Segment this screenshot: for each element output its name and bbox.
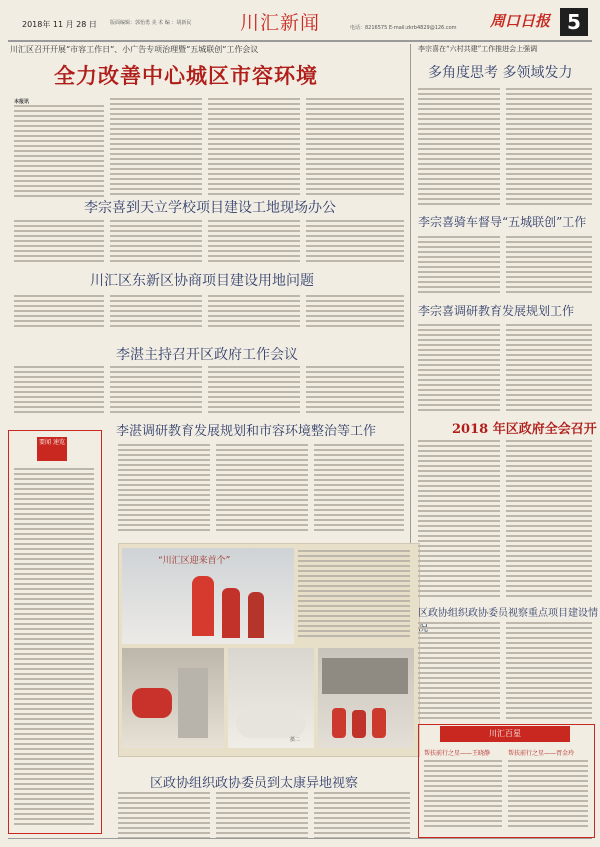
photo-story-text [298, 550, 410, 640]
news-digest-text [14, 468, 94, 828]
storefront-photo [318, 648, 414, 748]
article-text [110, 295, 202, 330]
article-text [506, 324, 592, 414]
article-text [14, 295, 104, 330]
star-text [424, 760, 502, 830]
article-text [418, 440, 500, 600]
photo-caption: “川汇区迎来首个” [158, 556, 231, 566]
star-text [508, 760, 588, 830]
right-headline-3: 李宗喜调研教育发展规划工作 [418, 304, 575, 318]
article-text [110, 98, 202, 198]
article-text [306, 220, 404, 265]
right-headline-5: 区政协组织政协委员视察重点项目建设情 [418, 608, 598, 619]
article-text [506, 88, 592, 208]
headline-5: 李湛调研教育发展规划和市容环境整治等工作 [116, 424, 377, 439]
right-headline-2: 李宗喜骑车督导“五城联创”工作 [418, 215, 587, 229]
main-headline: 全力改善中心城区市容环境 [54, 63, 318, 88]
article-text [314, 792, 410, 842]
article-text [418, 236, 500, 296]
article-text [14, 105, 104, 200]
article-text [118, 444, 210, 534]
headline-4: 李湛主持召开区政府工作会议 [116, 347, 298, 363]
header-rule [8, 40, 592, 42]
right-headline-4: 2018 年区政府全会召开 [452, 422, 597, 437]
cleanup-photo [122, 648, 224, 748]
article-text [306, 366, 404, 416]
page-number: 5 [560, 8, 588, 36]
article-text [418, 324, 500, 414]
right-headline-1: 多角度思考 多领域发力 [428, 65, 573, 81]
headline-3: 川汇区东新区协商项目建设用地问题 [90, 273, 314, 289]
footer-rule [8, 838, 592, 839]
article-text [314, 444, 404, 534]
article-text [418, 622, 500, 722]
news-digest-label: 要闻 速览 [37, 437, 67, 461]
headline-2: 李宗喜到天立学校项目建设工地现场办公 [84, 200, 336, 216]
article-text [306, 98, 404, 198]
section-title: 川汇新闻 [240, 12, 321, 34]
photo-credit: 摄二 [290, 737, 301, 743]
article-text [208, 220, 300, 265]
right-kicker: 李宗喜在“六村共建”工作推进会上强调 [418, 45, 538, 53]
article-text [14, 366, 104, 416]
article-text [506, 440, 592, 600]
article-text [306, 295, 404, 330]
article-text [506, 622, 592, 722]
article-text [506, 236, 592, 296]
article-text [110, 220, 202, 265]
article-text [208, 295, 300, 330]
article-text [216, 444, 308, 534]
article-text [118, 792, 210, 842]
byline: 本报讯 [14, 99, 30, 105]
issue-date: 2018年 11 月 28 日 [22, 20, 97, 29]
star-item-2: 帮扶前行之星——胥金玲 [508, 750, 575, 757]
star-box-title: 川汇百星 [440, 726, 570, 742]
contact-line: 电话：8216575 E-mail:zkrb4829@126.com [350, 25, 457, 31]
article-text [208, 366, 300, 416]
street-photo [228, 648, 314, 748]
headline-6: 区政协组织政协委员到太康异地视察 [150, 776, 359, 791]
editors-line: 版面编辑：郭怡勇 美 术 编 ：胡新民 [110, 20, 192, 26]
star-item-1: 帮扶前行之星——王晓静 [424, 750, 491, 757]
volunteer-photo [122, 548, 294, 644]
newspaper-logo: 周口日报 [490, 12, 551, 30]
article-text [14, 220, 104, 265]
top-kicker: 川汇区召开开展“市容工作日”、小广告专项治理暨“五城联创”工作会议 [10, 45, 259, 54]
article-text [418, 88, 500, 208]
article-text [110, 366, 202, 416]
article-text [216, 792, 308, 842]
article-text [208, 98, 300, 198]
